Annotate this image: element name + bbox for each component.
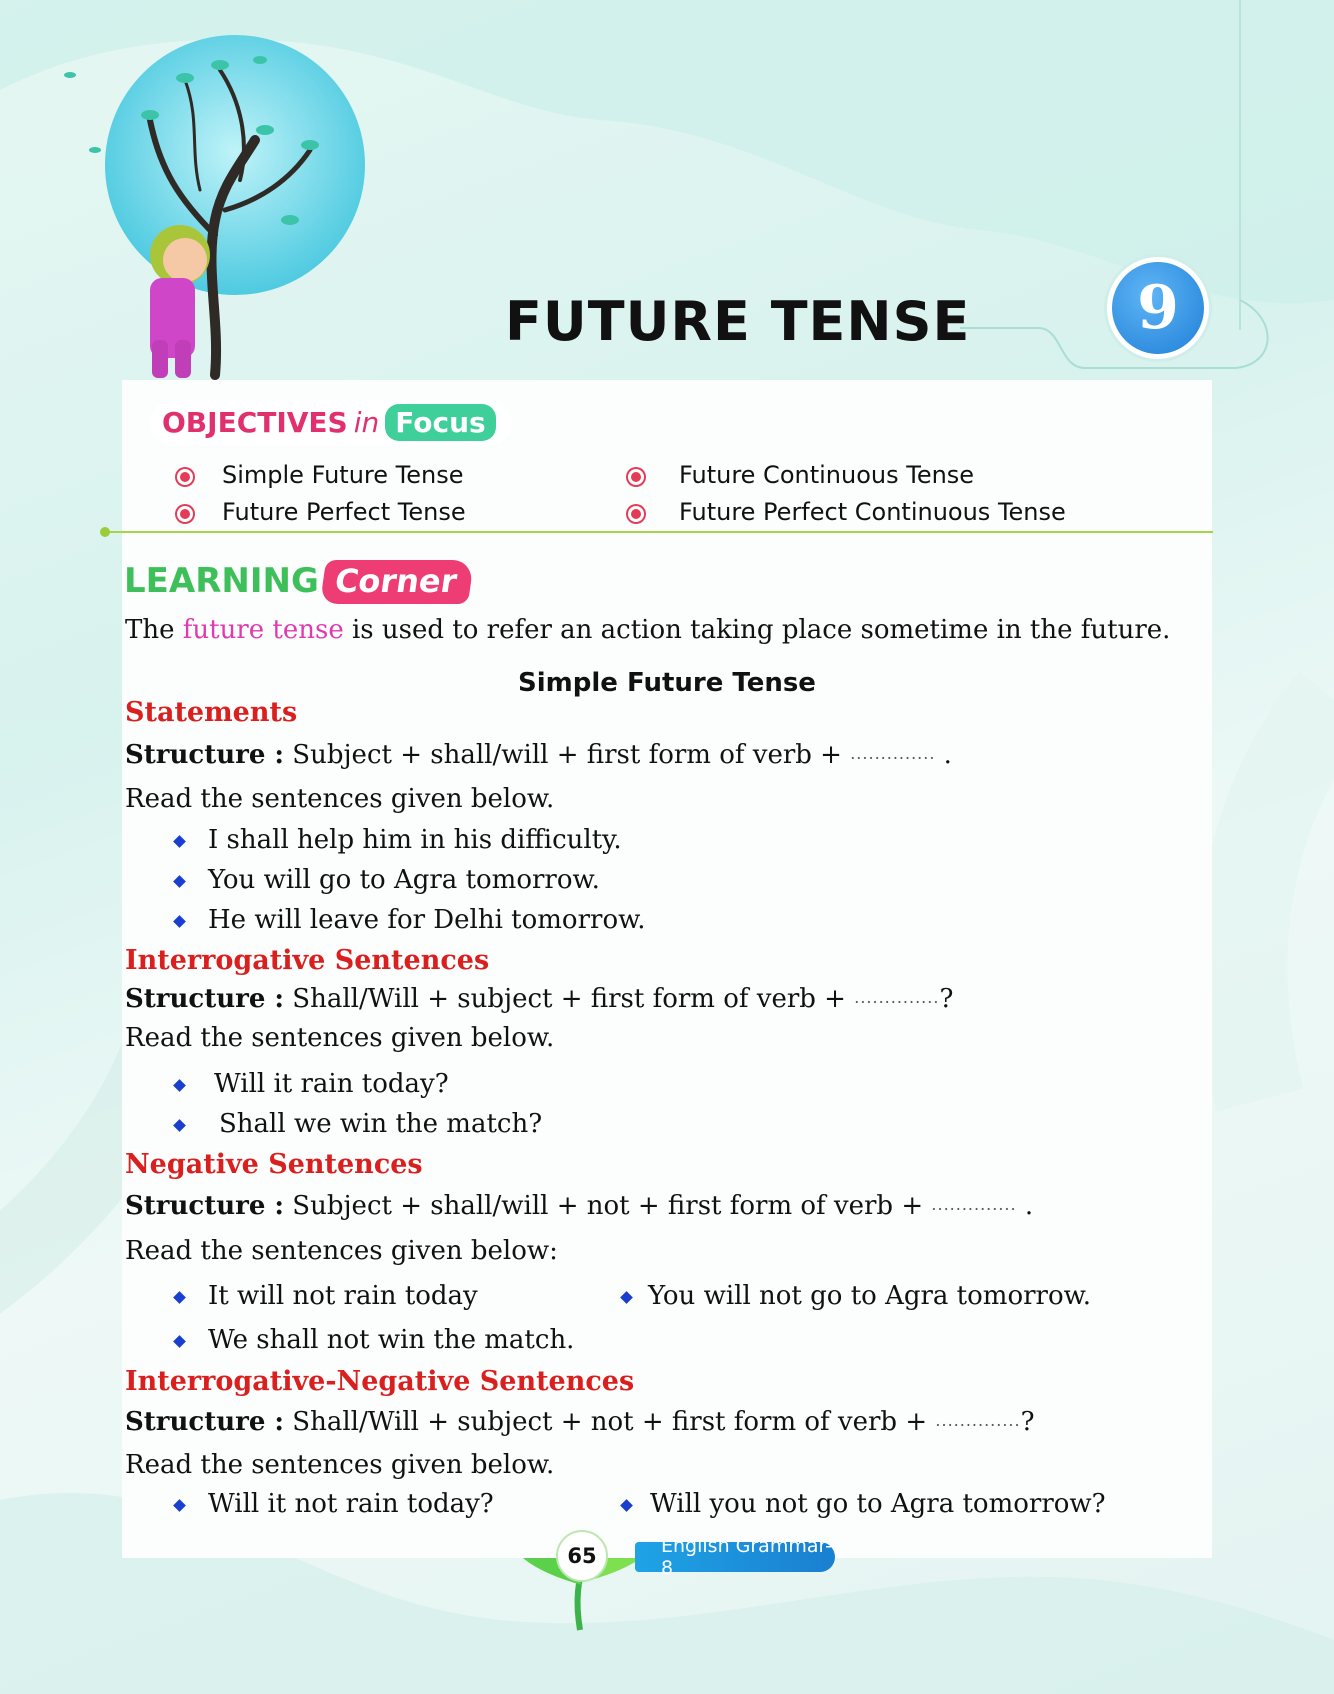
- example-sentence: Shall we win the match?: [219, 1109, 543, 1139]
- example-sentence: It will not rain today: [208, 1281, 478, 1311]
- interrogative-negative-structure: [125, 1407, 1035, 1437]
- objective-bullet-icon: [631, 472, 641, 482]
- structure-text: Subject + shall/will + first form of verb +: [284, 740, 851, 770]
- example-sentence: Will it not rain today?: [208, 1489, 494, 1519]
- structure-dots: ..............: [935, 1411, 1021, 1430]
- objectives-heading-in: in: [353, 406, 380, 439]
- example-sentence: You will go to Agra tomorrow.: [208, 865, 600, 895]
- objective-item: Future Continuous Tense: [679, 461, 975, 489]
- structure-label: Structure :: [125, 1191, 285, 1221]
- section-divider: [105, 531, 1213, 533]
- structure-label: Structure :: [125, 740, 285, 770]
- book-title-footer: English Grammar-8: [635, 1542, 835, 1572]
- negative-heading: Negative Sentences: [125, 1149, 423, 1180]
- objective-item: Simple Future Tense: [222, 461, 464, 489]
- learning-heading-corner: Corner: [320, 560, 474, 604]
- structure-end: ?: [939, 984, 954, 1014]
- example-sentence: You will not go to Agra tomorrow.: [648, 1281, 1092, 1311]
- structure-text: Subject + shall/will + not + first form of verb +: [284, 1191, 932, 1221]
- divider-dot: [100, 527, 110, 537]
- statements-heading: Statements: [125, 697, 298, 728]
- chapter-number-badge: 9: [1107, 257, 1209, 359]
- objective-item: Future Perfect Tense: [222, 498, 466, 526]
- intro-term: future tense: [182, 615, 344, 645]
- interrogative-negative-heading: Interrogative-Negative Sentences: [125, 1366, 635, 1397]
- statements-read-line: Read the sentences given below.: [125, 784, 555, 814]
- example-sentence: He will leave for Delhi tomorrow.: [208, 905, 646, 935]
- structure-label: Structure :: [125, 1407, 285, 1437]
- structure-text: Shall/Will + subject + not + first form of verb +: [284, 1407, 936, 1437]
- negative-read-line: Read the sentences given below:: [125, 1236, 558, 1266]
- structure-dots: ..............: [854, 988, 940, 1007]
- intro-pre: The: [125, 615, 183, 645]
- girl-illustration: [150, 225, 210, 378]
- objectives-heading-main: OBJECTIVES: [162, 406, 348, 439]
- example-sentence: I shall help him in his difficulty.: [208, 825, 622, 855]
- example-sentence: Will you not go to Agra tomorrow?: [650, 1489, 1106, 1519]
- objective-bullet-icon: [180, 509, 190, 519]
- example-sentence: We shall not win the match.: [208, 1325, 575, 1355]
- objectives-heading-focus: Focus: [385, 404, 495, 441]
- statements-structure: [125, 740, 952, 770]
- page-title: FUTURE TENSE: [505, 290, 971, 353]
- structure-end: .: [935, 740, 952, 770]
- objective-item: Future Perfect Continuous Tense: [679, 498, 1066, 526]
- structure-dots: ..............: [850, 744, 936, 763]
- objective-bullet-icon: [631, 509, 641, 519]
- interrogative-heading: Interrogative Sentences: [125, 945, 490, 976]
- section-title: Simple Future Tense: [518, 668, 816, 698]
- structure-end: ?: [1020, 1407, 1035, 1437]
- interrogative-structure: [125, 984, 953, 1014]
- objective-bullet-icon: [180, 472, 190, 482]
- structure-end: .: [1016, 1191, 1034, 1221]
- example-sentence: Will it rain today?: [214, 1069, 449, 1099]
- learning-heading-main: LEARNING: [124, 561, 319, 601]
- structure-label: Structure :: [125, 984, 285, 1014]
- interrogative-read-line: Read the sentences given below.: [125, 1023, 555, 1053]
- structure-dots: ..............: [931, 1195, 1017, 1214]
- learning-corner-heading: [124, 560, 470, 604]
- intro-text: [125, 615, 1170, 645]
- intro-post: is used to refer an action taking place sometime in the future.: [343, 615, 1171, 645]
- page-number: 65: [556, 1530, 608, 1582]
- interrogative-negative-read-line: Read the sentences given below.: [125, 1450, 555, 1480]
- structure-text: Shall/Will + subject + first form of verb +: [284, 984, 855, 1014]
- negative-structure: [125, 1191, 1033, 1221]
- objectives-heading: [150, 400, 512, 445]
